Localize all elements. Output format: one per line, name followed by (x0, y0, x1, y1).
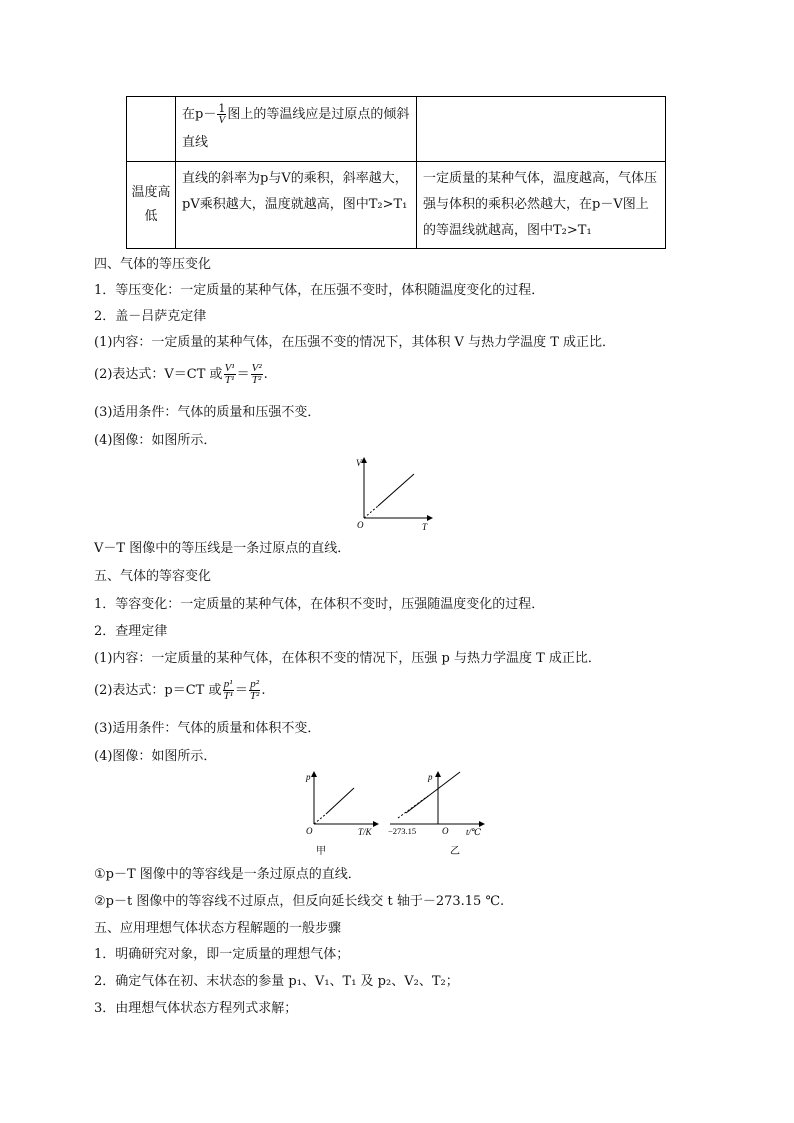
paragraph: ①p－T 图像中的等容线是一条过原点的直线． (94, 867, 361, 882)
equals-sign: ＝ (236, 367, 250, 382)
origin-label: O (306, 826, 313, 836)
section-heading: 五、气体的等容变化 (94, 569, 212, 584)
fraction (223, 679, 234, 702)
p-t-kelvin-graph (298, 768, 388, 860)
p-t-celsius-graph (384, 768, 494, 860)
paragraph: (3)适用条件：气体的质量和压强不变． (94, 405, 321, 420)
row1-suffix: 图上的等温线应是过原点的倾斜直线 (182, 107, 410, 150)
paragraph: V－T 图像中的等压线是一条过原点的直线． (94, 541, 351, 556)
origin-label: O (357, 520, 364, 530)
paragraph: (1)内容：一定质量的某种气体，在体积不变的情况下，压强 p 与热力学温度 T 成正比． (94, 651, 601, 666)
fraction-denominator: T¹ (223, 690, 233, 702)
paragraph: (3)适用条件：气体的质量和体积不变． (94, 721, 321, 736)
table-cell-empty (127, 97, 176, 162)
graph-caption: 甲 (316, 846, 326, 857)
paragraph: 2．盖－吕萨克定律 (94, 309, 207, 324)
fraction-numerator: 1 (218, 102, 226, 115)
y-axis-label: p (428, 772, 433, 782)
paragraph: ②p－t 图像中的等容线不过原点，但反向延长线交 t 轴于－273.15 ℃. (94, 894, 505, 909)
fraction-denominator: T² (249, 690, 260, 702)
row-header-temperature: 温度高低 (127, 162, 176, 249)
table-row (127, 97, 666, 162)
section-heading: 五、应用理想气体状态方程解题的一般步骤 (94, 921, 342, 936)
paragraph: 3．由理想气体状态方程列式求解； (94, 1001, 298, 1016)
section-heading: 四、气体的等压变化 (94, 257, 212, 272)
formula-prefix: (2)表达式：V＝CT 或 (94, 367, 223, 382)
formula-end: . (261, 683, 266, 698)
paragraph: 1．明确研究对象，即一定质量的理想气体； (94, 947, 350, 962)
fraction (249, 679, 260, 702)
fraction-numerator: V² (251, 362, 262, 374)
comparison-table (126, 96, 666, 249)
y-axis-label: p (306, 772, 311, 782)
formula-prefix: (2)表达式：p＝CT 或 (94, 683, 222, 698)
dashed-extension (364, 506, 378, 518)
paragraph: 1．等容变化：一定质量的某种气体，在体积不变时，压强随温度变化的过程． (94, 597, 545, 612)
fraction-numerator: V¹ (224, 362, 235, 374)
formula-end: . (263, 367, 268, 382)
paragraph: (4)图像：如图所示． (94, 749, 217, 764)
isochore-line (326, 788, 354, 814)
fraction-numerator: p¹ (223, 678, 233, 690)
row1-prefix: 在p－ (182, 107, 217, 122)
table-cell-empty (417, 97, 666, 162)
paragraph: (4)图像：如图所示． (94, 433, 217, 448)
table-cell: 一定质量的某种气体，温度越高，气体压强与体积的乘积必然越大，在p－V图上的等温线就越高，图中T₂>T₁ (417, 162, 666, 249)
fraction-numerator: p² (250, 678, 260, 690)
paragraph: 2．确定气体在初、末状态的参量 p₁、V₁、T₁ 及 p₂、V₂、T₂； (94, 974, 459, 989)
fraction (251, 363, 263, 386)
fraction-denominator: T² (251, 374, 262, 386)
paragraph: 2．查理定律 (94, 624, 168, 639)
isobar-line (378, 474, 414, 506)
formula-line (94, 362, 268, 388)
y-axis-label: V (356, 458, 362, 468)
intercept-label: −273.15 (388, 826, 417, 836)
fraction-denominator: V (218, 114, 226, 126)
fraction (224, 363, 236, 386)
x-axis-label: T/K (358, 827, 372, 837)
isochore-line (406, 772, 460, 813)
one-over-v-fraction (217, 103, 226, 126)
equals-sign: ＝ (234, 683, 248, 698)
paragraph: 1．等压变化：一定质量的某种气体，在压强不变时，体积随温度变化的过程． (94, 283, 545, 298)
dashed-extension (314, 814, 326, 824)
v-t-graph (350, 454, 440, 534)
table-cell: 直线的斜率为p与V的乘积，斜率越大，pV乘积越大，温度就越高，图中T₂>T₁ (176, 162, 417, 249)
table-cell (176, 97, 417, 162)
x-axis-label: t/℃ (466, 827, 482, 837)
paragraph: (1)内容：一定质量的某种气体，在压强不变的情况下，其体积 V 与热力学温度 T 成正比． (94, 335, 616, 350)
formula-line (94, 678, 266, 704)
table-row (127, 162, 666, 249)
graph-caption: 乙 (450, 846, 460, 857)
x-axis-label: T (422, 522, 428, 532)
origin-label: O (442, 826, 449, 836)
fraction-denominator: T¹ (224, 374, 235, 386)
